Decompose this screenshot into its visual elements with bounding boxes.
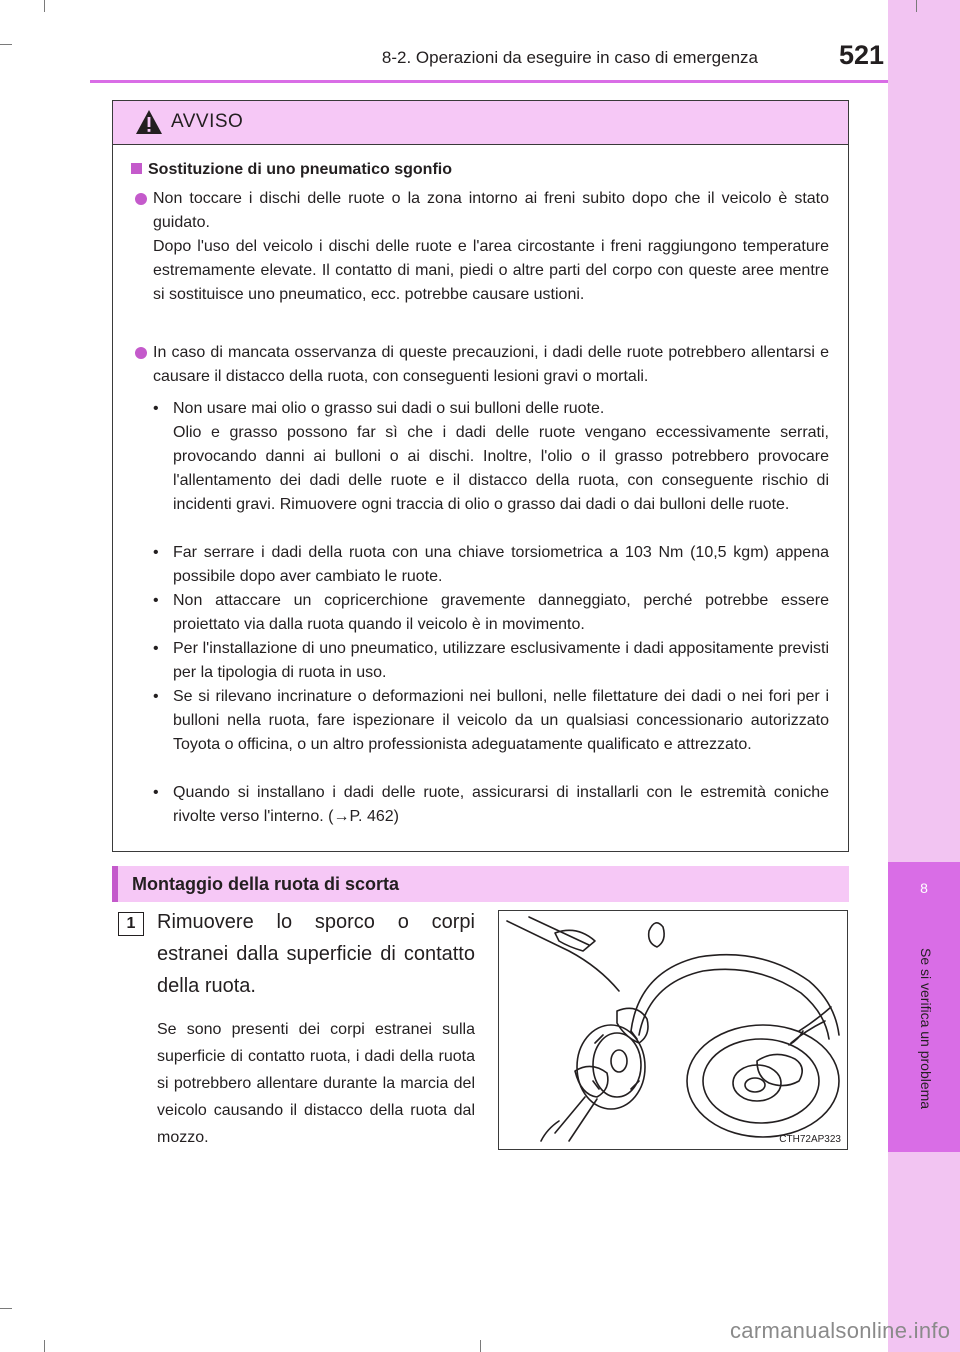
sub-bullet-text: Quando si installano i dadi delle ruote, assicurarsi di installarli con le estremità coniche rivolte verso l'interno. (→P. 462) [173,784,829,825]
crop-mark [44,0,45,12]
sub-bullet-marker: • [153,544,159,561]
page-number: 521 [838,40,884,70]
wheel-cleaning-illustration [498,910,848,1150]
crop-mark [0,1308,12,1309]
section-banner [112,866,849,902]
sub-bullet-marker: • [153,592,159,609]
sub-bullet-marker: • [153,640,159,657]
sub-bullet-text: Non attaccare un copricerchione gravemente danneggiato, perché potrebbe essere proiettato via dalla ruota quando il veicolo è in movimento. [173,592,829,633]
watermark: carmanualsonline.info [730,1318,951,1343]
crop-mark [480,1340,481,1352]
sub-bullet-text: Olio e grasso possono far sì che i dadi delle ruote vengano eccessivamente serrati, provocando danni ai bulloni o ai dischi. Inoltre, l'olio o il grasso potrebbero provocare l'allentamento dei dadi delle ruote e il distacco della ruota, con conseguente rischio di incidenti gravi. Rimuovere ogni traccia di olio o grasso dai dadi o dai bulloni delle ruote. [173,424,829,513]
sub-bullet-text: Far serrare i dadi della ruota con una chiave torsiometrica a 103 Nm (10,5 kgm) appena possibile dopo aver cambiato le ruote. [173,544,829,585]
chapter-title-vertical [912,948,936,1158]
step-title: Rimuovere lo sporco o corpi estranei dalla superficie di contatto della ruota. [157,911,475,997]
crop-mark [44,1340,45,1352]
warning-paragraph: In caso di mancata osservanza di queste precauzioni, i dadi delle ruote potrebbero allentarsi e causare il distacco della ruota, con conseguenti lesioni gravi o mortali. [153,344,829,385]
chapter-title: Se si verifica un problema [918,948,934,1110]
sub-bullet-text: Non usare mai olio o grasso sui dadi o sui bulloni delle ruote. [173,400,605,417]
square-bullet-icon [131,163,142,174]
sub-bullet-text: Se si rilevano incrinature o deformazioni nei bulloni, nelle filettature dei dadi o nei fori per i bulloni nella ruota, fare ispezionare il veicolo da un qualsiasi concessionario autorizzato Toyota o officina, o un altro professionista adeguatamente qualificato e attrezzato. [173,688,829,753]
section-title: Montaggio della ruota di scorta [132,874,400,894]
warning-header [113,101,848,145]
crop-mark [0,44,12,45]
bullet-dot-icon [135,193,147,205]
warning-label: AVVISO [171,111,244,132]
step-description: Se sono presenti dei corpi estranei sulla superficie di contatto ruota, i dadi della ruota si potrebbero allentare durante la marcia del veicolo causando il distacco della ruota dal mozzo. [157,1021,475,1146]
sub-bullet-marker: • [153,688,159,705]
sub-bullet-text: Per l'installazione di uno pneumatico, utilizzare esclusivamente i dadi appositamente previsti per la tipologia di ruota in uso. [173,640,829,681]
sub-bullet-marker: • [153,400,159,417]
warning-box [112,100,849,852]
running-header: 8-2. Operazioni da eseguire in caso di emergenza [381,48,758,67]
illustration-code: CTH72AP323 [779,1134,841,1145]
step-number-badge: 1 [118,912,144,936]
header-rule [90,80,888,83]
warning-paragraph: Non toccare i dischi delle ruote o la zona intorno ai freni subito dopo che il veicolo è stato guidato. [153,190,829,231]
warning-paragraph: Dopo l'uso del veicolo i dischi delle ruote e l'area circostante i freni raggiungono temperature estremamente elevate. Il contatto di mani, piedi o altre parti del corpo con queste aree mentre si sostituisce uno pneumatico, ecc. potrebbe causare ustioni. [153,238,829,303]
chapter-number: 8 [920,880,928,896]
sub-bullet-marker: • [153,784,159,801]
warning-triangle-icon [135,109,163,135]
bullet-dot-icon [135,347,147,359]
wheel-cleaning-drawing-icon [499,911,847,1149]
warning-section-title: Sostituzione di uno pneumatico sgonfio [131,161,452,179]
crop-mark [916,0,917,12]
